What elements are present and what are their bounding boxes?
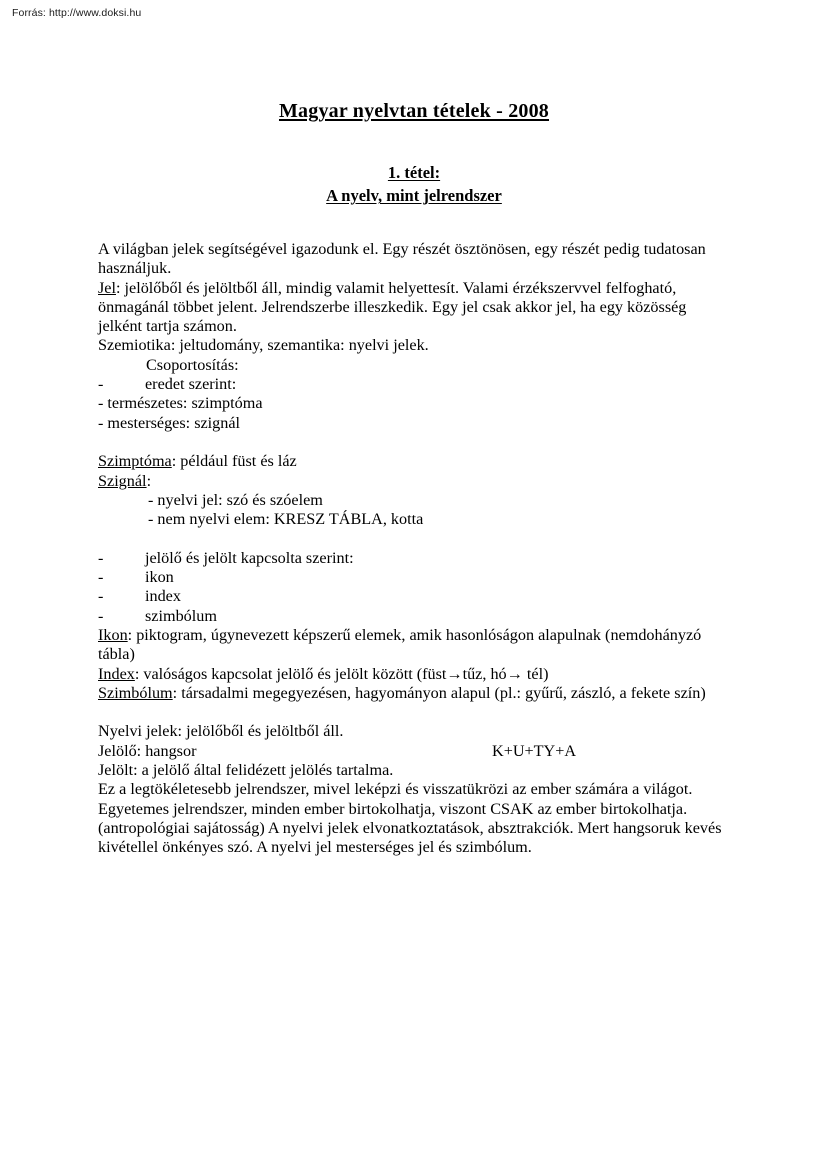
source-url-text: Forrás: http://www.doksi.hu <box>12 7 142 19</box>
paragraph-ikon-definition <box>98 626 730 665</box>
list-item-index-label: index <box>145 587 181 606</box>
term-szimbolum-body: : társadalmi megegyezésen, hagyományon alapul (pl.: gyűrű, zászló, a fekete szín) <box>172 683 706 702</box>
bullet-dash-icon: - <box>98 568 104 587</box>
list-item-kapcsolat-label: jelölő és jelölt kapcsolta szerint: <box>145 548 354 567</box>
term-szignal: Szignál <box>98 471 147 490</box>
bullet-dash-icon: - <box>98 548 104 567</box>
paragraph-szignal <box>98 472 730 491</box>
term-jel-body: : jelölőből és jelöltből áll, mindig valamit helyettesít. Valami érzékszervvel felfogható, önmagánál többet jelent. Jelrendszerbe illeszkedik. Egy jel csak akkor jel, ha egy közösség jelként tartja számon. <box>98 278 687 336</box>
term-szimbolum: Szimbólum <box>98 683 173 702</box>
term-szimptoma: Szimptóma <box>98 452 172 471</box>
list-item-mesterseges: - mesterséges: szignál <box>98 413 241 432</box>
document-title-text: Magyar nyelvtan tételek - 2008 <box>278 100 550 122</box>
term-index-body: : valóságos kapcsolat jelölő és jelölt között (füst→tűz, hó→ tél) <box>134 664 549 683</box>
list-item-nyelvi-jel: - nyelvi jel: szó és szóelem <box>148 490 323 509</box>
term-szignal-body: : <box>146 471 152 490</box>
paragraph-szimbolum-definition <box>98 684 730 703</box>
paragraph-szemiotika: Szemiotika: jeltudomány, szemantika: nyelvi jelek. <box>98 336 429 355</box>
paragraph-jelolo-label: Jelölő: hangsor <box>98 741 197 760</box>
document-page <box>0 28 827 1170</box>
bullet-dash-icon: - <box>98 606 104 625</box>
list-item-eredet-label: eredet szerint: <box>145 375 237 394</box>
paragraph-jelolt: Jelölt: a jelölő által felidézett jelölés tartalma. <box>98 761 394 780</box>
paragraph-world-signs: A világban jelek segítségével igazodunk el. Egy részét ösztönösen, egy részét pedig tudatosan használjuk. <box>98 240 706 278</box>
list-item-ikon <box>98 568 730 587</box>
paragraph-szimptoma <box>98 452 730 471</box>
list-item-eredet-szerint <box>98 375 730 394</box>
paragraph-nyelvi-jelek: Nyelvi jelek: jelölőből és jelöltből áll. <box>98 722 344 741</box>
list-item-nem-nyelvi-elem: - nem nyelvi elem: KRESZ TÁBLA, kotta <box>148 510 424 529</box>
paragraph-jelolo <box>98 742 730 761</box>
term-szimptoma-body: : például füst és láz <box>171 452 297 471</box>
paragraph-index-definition <box>98 665 730 684</box>
paragraph-jel-definition <box>98 279 730 337</box>
list-item-termeszetes: - természetes: szimptóma <box>98 394 263 413</box>
paragraph-csoportositas: Csoportosítás: <box>146 355 239 374</box>
paragraph-conclusion: Ez a legtökéletesebb jelrendszer, mivel leképzi és visszatükrözi az ember számára a világot. Egyetemes jelrendszer, minden ember birtokolhatja, viszont CSAK az ember birtokolhatja. (antropológiai sajátosság) A nyelvi jelek elvonatkoztatások, absztrakciók. Mert hangsoruk kevés kivétellel önkényes szó. A nyelvi jel mesterséges jel és szimbólum. <box>98 780 722 857</box>
block-spacer <box>98 433 730 452</box>
section-heading <box>98 123 730 207</box>
list-item-szimbolum-label: szimbólum <box>145 606 217 625</box>
term-index: Index <box>98 664 135 683</box>
bullet-dash-icon: - <box>98 375 104 394</box>
term-jel: Jel <box>98 278 116 297</box>
bullet-dash-icon: - <box>98 587 104 606</box>
source-banner <box>0 0 827 28</box>
list-item-szimbolum <box>98 607 730 626</box>
section-heading-line2: A nyelv, mint jelrendszer <box>326 186 502 205</box>
term-ikon-body: : piktogram, úgynevezett képszerű elemek, amik hasonlóságon alapulnak (nemdohányzó tábla) <box>98 625 702 664</box>
term-ikon: Ikon <box>98 625 128 644</box>
list-item-index <box>98 587 730 606</box>
block-spacer <box>98 703 730 722</box>
document-title <box>98 28 730 123</box>
list-item-ikon-label: ikon <box>145 568 174 587</box>
document-content <box>98 28 730 858</box>
paragraph-jelolo-example: K+U+TY+A <box>492 741 577 760</box>
list-item-kapcsolat-szerint <box>98 549 730 568</box>
block-spacer <box>98 529 730 548</box>
section-heading-line1: 1. tétel: <box>387 163 441 182</box>
paragraph-block-intro <box>98 207 730 858</box>
